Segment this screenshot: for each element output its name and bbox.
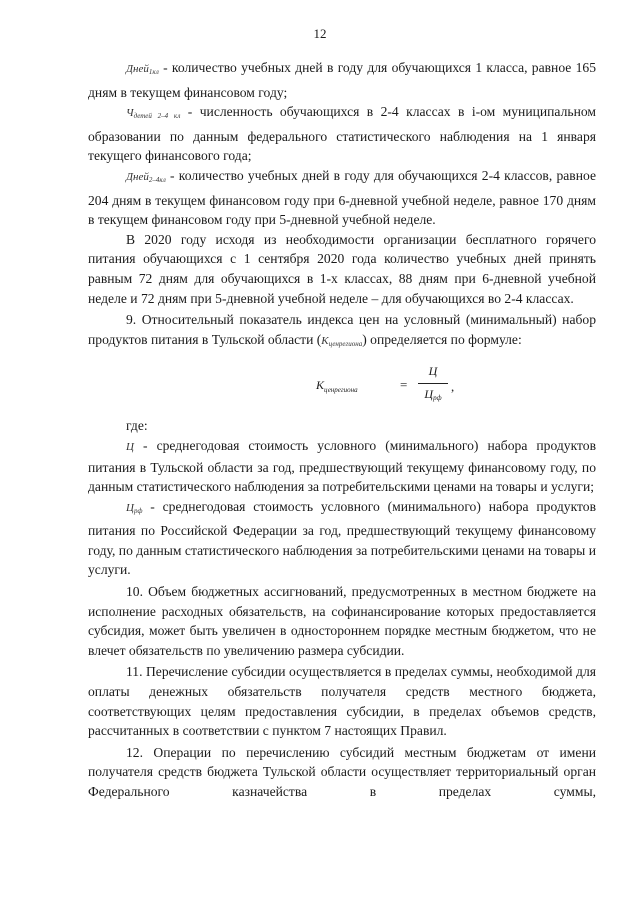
paragraph-9: 9. Относительный показатель индекса цен на условный (минимальный) набор продуктов питания в Тульской области $(K_{ценрегиона})$ определяется по формуле: bbox=[88, 312, 596, 348]
paragraph-10: 10. Объем бюджетных ассигнований, предусмотренных в местном бюджете на исполнение расходных обязательств, на софинансирование которых предоставляется субсидия, может быть увеличен в одностороннем порядке местным бюджетом, что не влечет обязательств по увеличению размера субсидии. bbox=[88, 584, 596, 658]
definition-regional-cost: Ц - среднегодовая стоимость условного (минимального) набора продуктов питания в Тульской области за год, предшествующий текущему финансовому году, по данным статистического наблюдения за потребительскими ценами на товары и услуги; bbox=[88, 437, 596, 495]
formula-comma: , bbox=[451, 379, 455, 395]
page-number: 12 bbox=[313, 26, 327, 41]
symbol-days-grade2-4: Дней$_{2-4кл}$ bbox=[126, 170, 166, 184]
where-label: где: bbox=[126, 418, 148, 434]
formula-lhs: $K_{ценрегиона}$ bbox=[316, 378, 358, 395]
definition-children-count: $Ч_{детей 2-4 кл}$ - численность обучающихся в 2-4 классах в i-ом муниципальном образовании по данным федерального статистического наблюдения на 1 января текущего финансового года; bbox=[88, 104, 596, 164]
paragraph-2020: В 2020 году исходя из необходимости организации бесплатного горячего питания обучающихся с 1 сентября 2020 года количество учебных дней принять равным 72 дням для обучающихся в 1-х классах, 88 дням при 6-дневной учебной неделе и 72 дням при 5-дневной учебной неделе – для обучающихся во 2-4 классах. bbox=[88, 231, 596, 306]
formula-equals: = bbox=[400, 377, 408, 393]
formula-fraction bbox=[418, 362, 448, 408]
price-index-formula bbox=[88, 358, 596, 410]
paragraph-12: 12. Операции по перечислению субсидий местным бюджетам от имени получателя средств бюджета Тульской области осуществляет территориальный орган Федерального казначейства в пределах суммы, bbox=[88, 744, 596, 799]
symbol-federal-cost: $Ц_{рф}$ bbox=[126, 501, 143, 515]
symbol-regional-cost: Ц bbox=[126, 440, 134, 453]
definition-days-grade1: Дней$_{1кл}$ - количество учебных дней в году для обучающихся 1 класса, равное 165 дням в текущем финансовом году; bbox=[88, 60, 596, 100]
definition-days-grade2-4: Дней$_{2-4кл}$ - количество учебных дней в году для обучающихся 2-4 классов, равное 204 дням в текущем финансовом году при 6-дневной учебной неделе, равное 170 дням в текущем финансовом году при 5-дневной учебной неделе. bbox=[88, 167, 596, 228]
definition-federal-cost: $Ц_{рф}$ - среднегодовая стоимость условного (минимального) набора продуктов питания по Российской Федерации за год, предшествующий текущему финансовому году, по данным статистического наблюдения за потребительскими ценами на товары и услуги. bbox=[88, 498, 596, 578]
symbol-children-count: $Ч_{детей 2-4 кл}$ bbox=[126, 107, 181, 121]
document-body bbox=[88, 58, 596, 802]
formula-denominator: $Ц_{рф}$ bbox=[424, 386, 442, 402]
symbol-price-index: $K_{ценрегиона}$ bbox=[321, 334, 363, 348]
symbol-days-grade1: Дней$_{1кл}$ bbox=[126, 63, 159, 76]
paragraph-11: 11. Перечисление субсидии осуществляется в пределах суммы, необходимой для оплаты денежных обязательств получателя средств местного бюджета, соответствующих целям предоставления субсидии, в пределах объемов средств, рассчитанных в соответствии с пунктом 7 настоящих Правил. bbox=[88, 664, 596, 739]
formula-numerator: Ц bbox=[418, 362, 448, 384]
